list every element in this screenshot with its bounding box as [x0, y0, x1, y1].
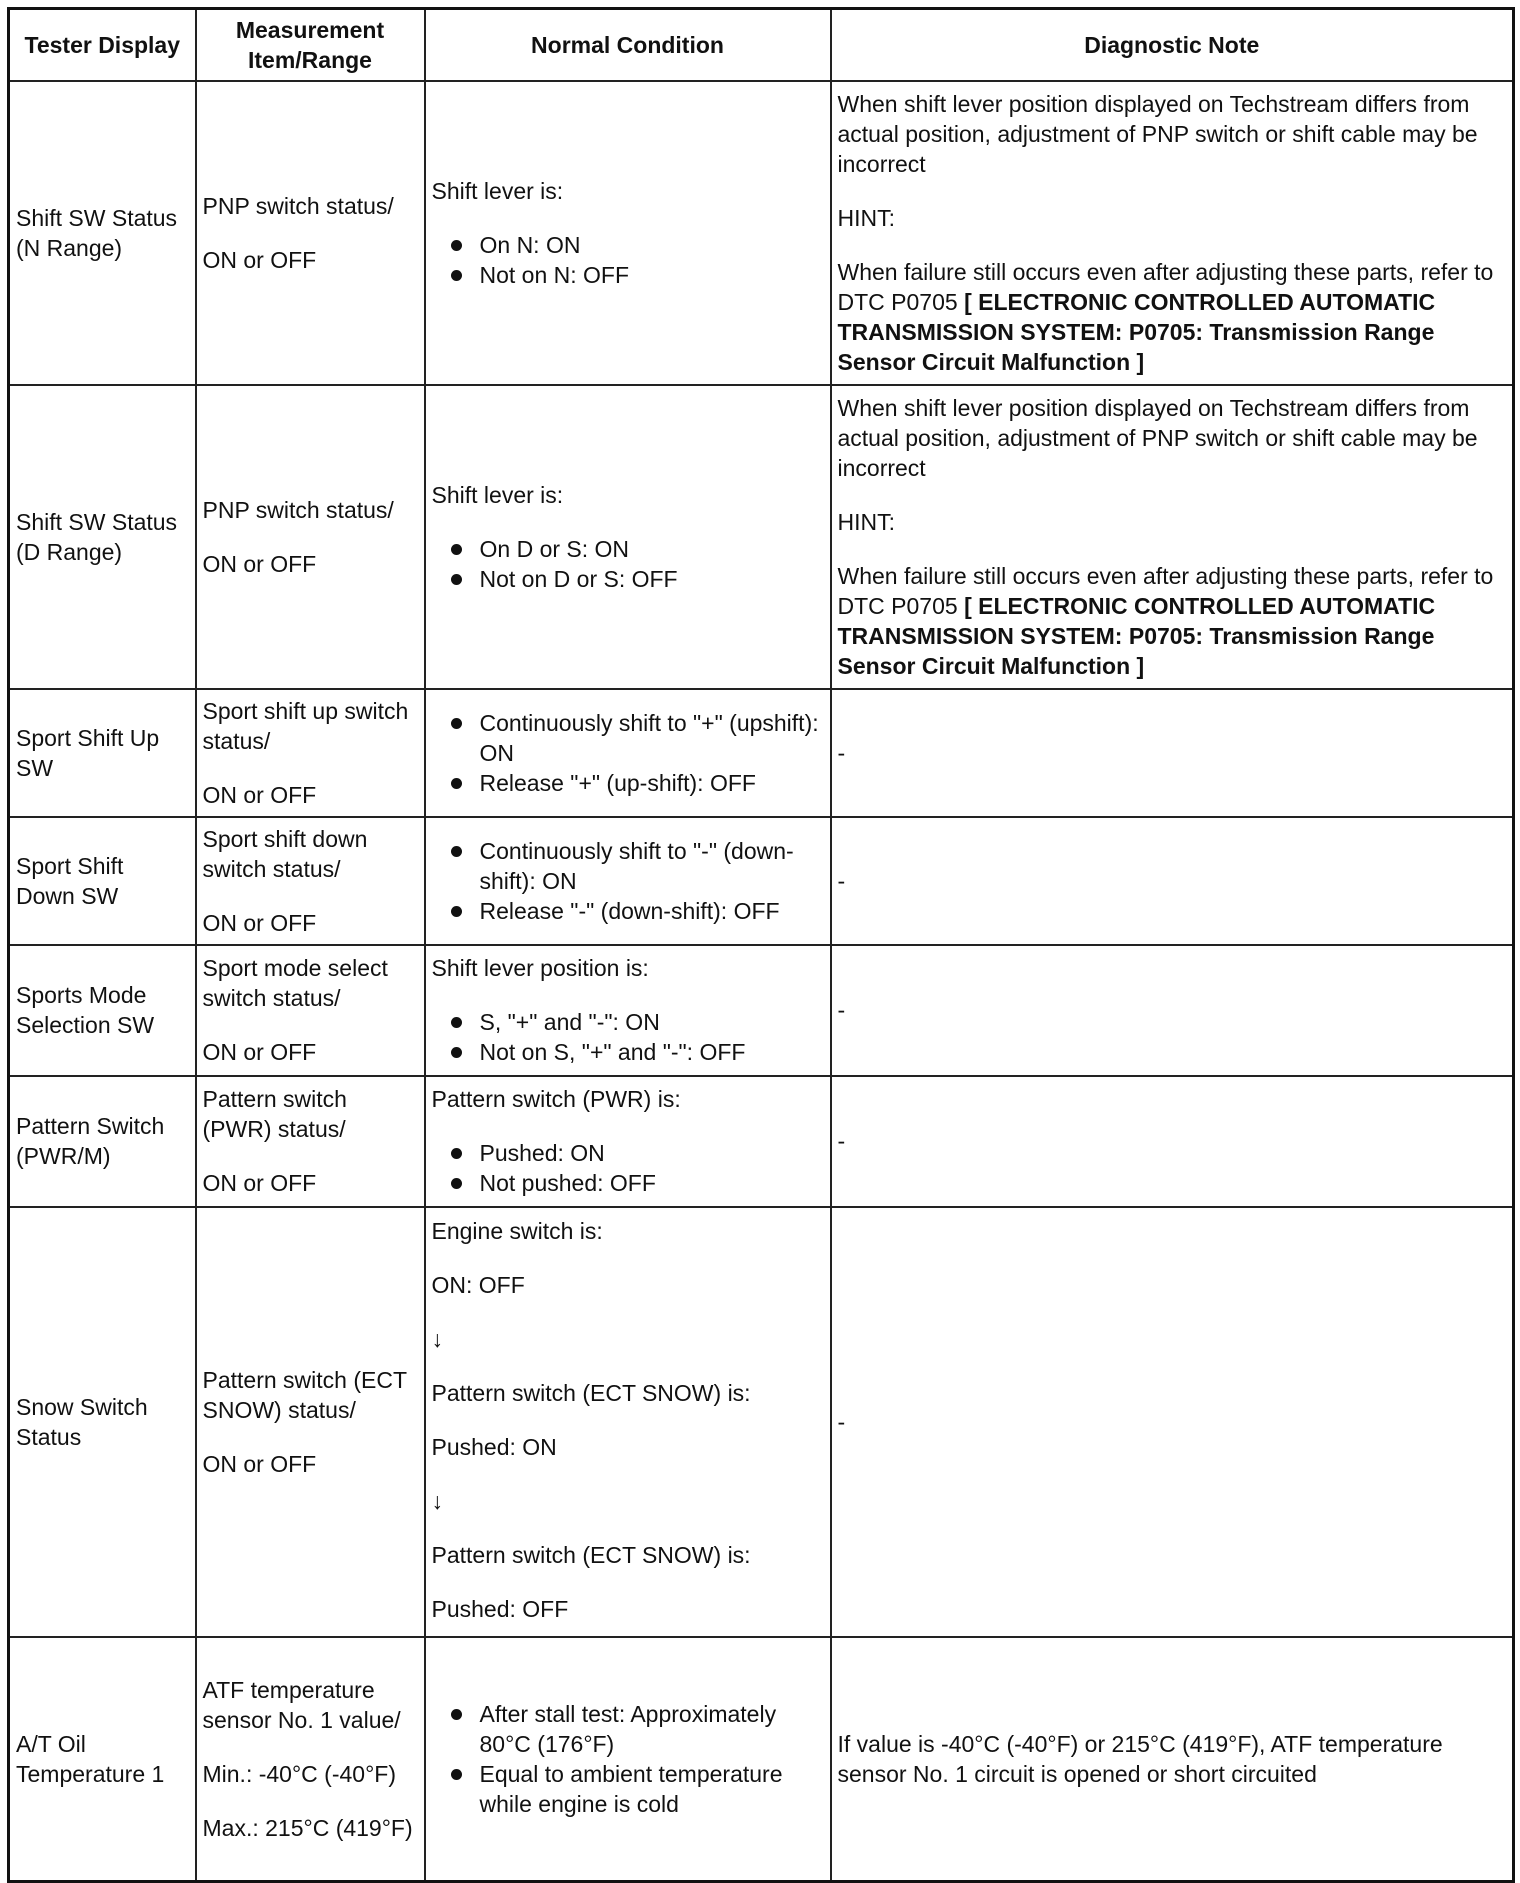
table-row — [9, 689, 1514, 817]
table-row — [9, 81, 1514, 385]
diagnostic-note-cell: - — [831, 817, 1514, 945]
header-diagnostic-note: Diagnostic Note — [831, 9, 1514, 81]
down-arrow-icon: ↓ — [431, 1325, 443, 1352]
header-tester-display: Tester Display — [9, 9, 196, 81]
table-row — [9, 1076, 1514, 1207]
list-item: S, "+" and "-": ON — [432, 1007, 824, 1037]
diagnostic-note-cell: When shift lever position displayed on Techstream differs from actual position, adjustment of PNP switch or shift cable may be incorrect HINT: When failure still occurs even after adjusting these parts, refer to DTC P0705 [ ELECTRONIC CONTROLLED AUTOMATIC TRANSMISSION SYSTEM: P0705: Transmission Range Sensor Circuit Malfunction ] — [831, 385, 1514, 689]
list-item: Release "+" (up-shift): OFF — [432, 768, 824, 798]
list-item: Equal to ambient temperature while engine is cold — [432, 1759, 824, 1819]
diagnostic-note-cell: - — [831, 689, 1514, 817]
list-item: After stall test: Approximately 80°C (176°F) — [432, 1699, 824, 1759]
table-row — [9, 945, 1514, 1076]
normal-condition-cell: Shift lever is: On D or S: ON Not on D or S: OFF — [425, 385, 831, 689]
tester-display-cell: Sports Mode Selection SW — [9, 945, 196, 1076]
tester-display-cell: Shift SW Status (D Range) — [9, 385, 196, 689]
list-item: Continuously shift to "-" (down-shift): ON — [432, 836, 824, 896]
tester-display-cell: Pattern Switch (PWR/M) — [9, 1076, 196, 1207]
dtc-reference-link[interactable]: [ ELECTRONIC CONTROLLED AUTOMATIC TRANSMISSION SYSTEM: P0705: Transmission Range Sensor Circuit Malfunction ] — [837, 592, 1436, 679]
tester-display-cell: Shift SW Status (N Range) — [9, 81, 196, 385]
measurement-cell: Pattern switch (PWR) status/ ON or OFF — [196, 1076, 425, 1207]
header-normal-condition: Normal Condition — [425, 9, 831, 81]
condition-list — [432, 230, 824, 290]
measurement-cell: Sport shift down switch status/ ON or OFF — [196, 817, 425, 945]
list-item: On N: ON — [432, 230, 824, 260]
normal-condition-cell — [425, 689, 831, 817]
condition-list — [432, 1138, 824, 1198]
normal-condition-cell: Shift lever is: On N: ON Not on N: OFF — [425, 81, 831, 385]
normal-condition-cell: Engine switch is: ON: OFF ↓ Pattern switch (ECT SNOW) is: Pushed: ON ↓ Pattern switch (ECT SNOW) is: Pushed: OFF — [425, 1207, 831, 1637]
measurement-cell: ATF temperature sensor No. 1 value/ Min.: -40°C (-40°F) Max.: 215°C (419°F) — [196, 1637, 425, 1882]
diagnostic-note-cell: - — [831, 1207, 1514, 1637]
measurement-cell: PNP switch status/ ON or OFF — [196, 81, 425, 385]
diagnostic-note-cell: - — [831, 1076, 1514, 1207]
data-list-table — [7, 7, 1515, 1883]
table-row — [9, 1207, 1514, 1637]
list-item: Not pushed: OFF — [432, 1168, 824, 1198]
tester-display-cell: Snow Switch Status — [9, 1207, 196, 1637]
condition-list — [432, 836, 824, 926]
dtc-reference-link[interactable]: [ ELECTRONIC CONTROLLED AUTOMATIC TRANSMISSION SYSTEM: P0705: Transmission Range Sensor Circuit Malfunction ] — [837, 288, 1436, 375]
condition-list — [432, 1007, 824, 1067]
measurement-cell: PNP switch status/ ON or OFF — [196, 385, 425, 689]
diagnostic-note-cell: When shift lever position displayed on Techstream differs from actual position, adjustment of PNP switch or shift cable may be incorrect HINT: When failure still occurs even after adjusting these parts, refer to DTC P0705 [ ELECTRONIC CONTROLLED AUTOMATIC TRANSMISSION SYSTEM: P0705: Transmission Range Sensor Circuit Malfunction ] — [831, 81, 1514, 385]
table-row — [9, 385, 1514, 689]
measurement-cell: Sport mode select switch status/ ON or OFF — [196, 945, 425, 1076]
list-item: Not on D or S: OFF — [432, 564, 824, 594]
header-measurement-item: Measurement Item/Range — [196, 9, 425, 81]
measurement-cell: Sport shift up switch status/ ON or OFF — [196, 689, 425, 817]
normal-condition-cell: Pattern switch (PWR) is: Pushed: ON Not pushed: OFF — [425, 1076, 831, 1207]
diagnostic-note-cell: If value is -40°C (-40°F) or 215°C (419°F), ATF temperature sensor No. 1 circuit is opened or short circuited — [831, 1637, 1514, 1882]
list-item: Release "-" (down-shift): OFF — [432, 896, 824, 926]
measurement-cell: Pattern switch (ECT SNOW) status/ ON or OFF — [196, 1207, 425, 1637]
tester-display-cell: Sport Shift Down SW — [9, 817, 196, 945]
condition-list — [432, 1699, 824, 1819]
normal-condition-cell — [425, 1637, 831, 1882]
down-arrow-icon: ↓ — [431, 1487, 443, 1514]
table-header-row — [9, 9, 1514, 81]
list-item: Not on S, "+" and "-": OFF — [432, 1037, 824, 1067]
normal-condition-cell — [425, 817, 831, 945]
condition-list — [432, 708, 824, 798]
diagnostic-table-container — [7, 7, 1512, 1867]
condition-list — [432, 534, 824, 594]
table-row — [9, 1637, 1514, 1882]
list-item: Continuously shift to "+" (upshift): ON — [432, 708, 824, 768]
list-item: On D or S: ON — [432, 534, 824, 564]
tester-display-cell: Sport Shift Up SW — [9, 689, 196, 817]
list-item: Not on N: OFF — [432, 260, 824, 290]
table-row — [9, 817, 1514, 945]
list-item: Pushed: ON — [432, 1138, 824, 1168]
normal-condition-cell: Shift lever position is: S, "+" and "-": ON Not on S, "+" and "-": OFF — [425, 945, 831, 1076]
tester-display-cell: A/T Oil Temperature 1 — [9, 1637, 196, 1882]
diagnostic-note-cell: - — [831, 945, 1514, 1076]
